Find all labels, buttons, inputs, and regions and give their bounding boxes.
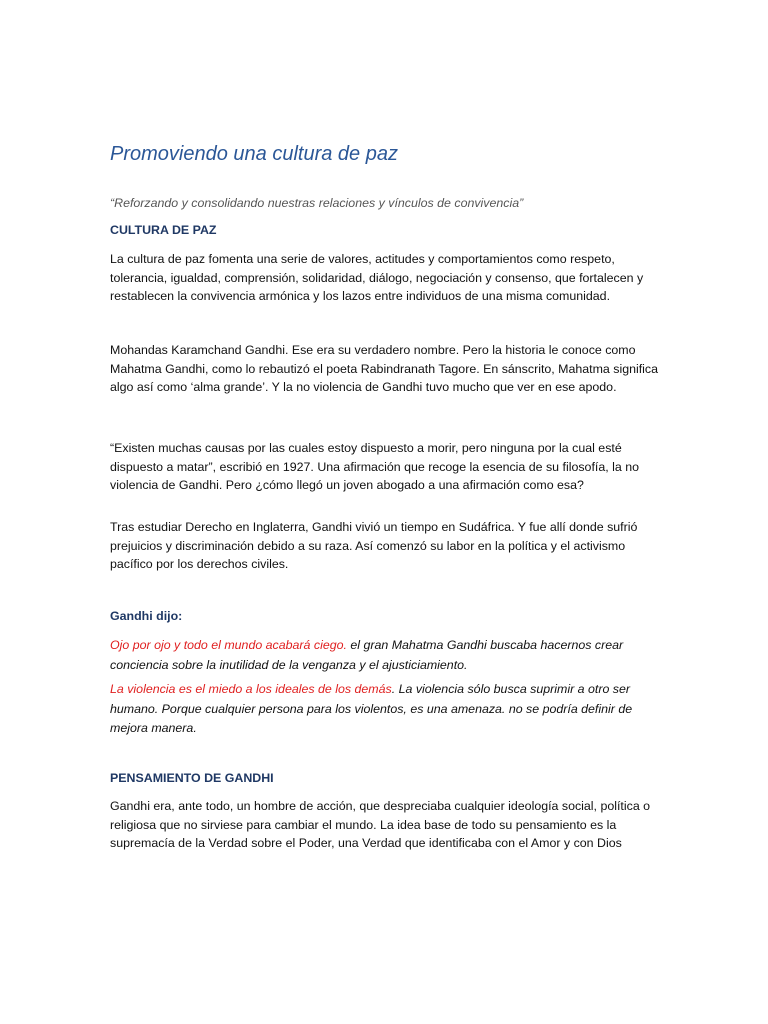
paragraph-gandhi-cita: “Existen muchas causas por las cuales estoy dispuesto a morir, pero ninguna por la cual esté dispuesto a matar”, escribió en 1927. Una afirmación que recoge la esencia de su filosofía, la no violencia de Gandhi. Pero ¿cómo llegó un joven abogado a una afirmación como esa? [110,441,639,492]
paragraph-pensamiento: Gandhi era, ante todo, un hombre de acción, que despreciaba cualquier ideología social, política o religiosa que no sirviese para cambiar el mundo. La idea base de todo su pensamiento es la supremacía de la Verdad sobre el Poder, una Verdad que identificaba con el Amor y con Dios [110,799,651,850]
quote-violencia-highlight: La violencia es el miedo a los ideales de los demás [110,682,392,696]
paragraph-cultura-de-paz: La cultura de paz fomenta una serie de valores, actitudes y comportamientos como respeto, tolerancia, igualdad, comprensión, solidaridad, diálogo, negociación y consenso, que fortalecen y restablecen la convivencia armónica y los lazos entre individuos de una misma comunidad. [110,252,644,303]
heading-gandhi-dijo: Gandhi dijo: [110,609,183,623]
quote-ojo-por-ojo-highlight: Ojo por ojo y todo el mundo acabará ciego. [110,638,347,652]
quote-violencia [110,680,660,739]
quote-ojo-por-ojo [110,636,660,675]
paragraph-gandhi-nombre: Mohandas Karamchand Gandhi. Ese era su verdadero nombre. Pero la historia le conoce como Mahatma Gandhi, como lo rebautizó el poeta Rabindranath Tagore. En sánscrito, Mahatma significa algo así como ‘alma grande’. Y la no violencia de Gandhi tuvo mucho que ver en ese apodo. [110,343,659,394]
heading-cultura-de-paz: CULTURA DE PAZ [110,223,217,237]
page-title: Promoviendo una cultura de paz [110,143,398,165]
paragraph-gandhi-sudafrica: Tras estudiar Derecho en Inglaterra, Gandhi vivió un tiempo en Sudáfrica. Y fue allí donde sufrió prejuicios y discriminación debido a su raza. Así comenzó su labor en la política y el activismo pacífico por los derechos civiles. [110,520,638,571]
quote-violencia-text: . La violencia sólo busca suprimir a otro ser humano. Porque cualquier persona para los violentos, es una amenaza. no se podría definir de mejora manera. [110,682,633,735]
quote-ojo-por-ojo-text: el gran Mahatma Gandhi buscaba hacernos crear conciencia sobre la inutilidad de la venganza y el ajusticiamiento. [110,638,624,672]
subtitle: “Reforzando y consolidando nuestras relaciones y vínculos de convivencia” [110,196,524,210]
heading-pensamiento-de-gandhi: PENSAMIENTO DE GANDHI [110,771,274,785]
